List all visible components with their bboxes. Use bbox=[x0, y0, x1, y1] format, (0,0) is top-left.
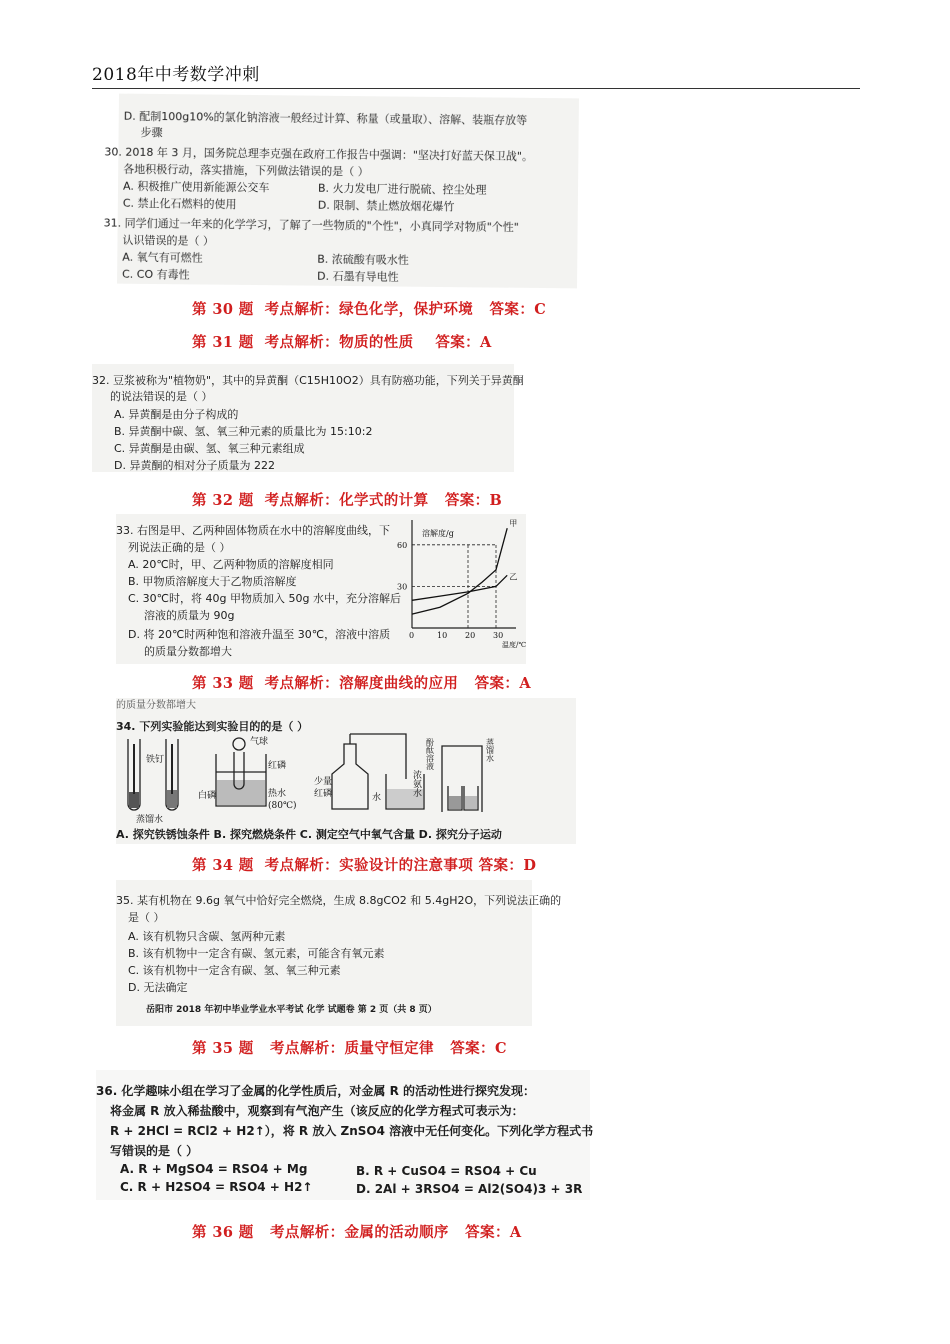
answer-q31: 第 31 题 考点解析：物质的性质 答案：A bbox=[192, 334, 492, 351]
q35-option-a: A. 该有机物只含碳、氢两种元素 bbox=[128, 930, 286, 943]
q31-option-c: C. CO 有毒性 bbox=[122, 267, 190, 282]
q36-stem: 将金属 R 放入稀盐酸中，观察到有气泡产生（该反应的化学方程式可表示为： bbox=[110, 1104, 524, 1118]
q31-option-d: D. 石墨有导电性 bbox=[317, 269, 399, 284]
q33-stem: 列说法正确的是（ ） bbox=[128, 541, 231, 554]
y-axis-label: 溶解度/g bbox=[422, 529, 454, 538]
q33-option-c: C. 30℃时，将 40g 甲物质加入 50g 水中，充分溶解后 bbox=[128, 592, 401, 605]
label-red-phosphorus: 红磷 bbox=[268, 761, 287, 771]
q35-option-b: B. 该有机物中一定含有碳、氢元素，可能含有氧元素 bbox=[128, 947, 385, 960]
q36-option-c: C. R + H2SO4 = RSO4 + H2↑ bbox=[120, 1180, 313, 1194]
q35-option-d: D. 无法确定 bbox=[128, 981, 188, 994]
q30-option-c: C. 禁止化石燃料的使用 bbox=[122, 196, 237, 211]
apparatus-figures bbox=[116, 734, 576, 824]
q35-page-footer: 岳阳市 2018 年初中毕业学业水平考试 化学 试题卷 第 2 页（共 8 页） bbox=[146, 1005, 437, 1015]
q31-option-b: B. 浓硫酸有吸水性 bbox=[317, 252, 409, 267]
q35-stem: 35. 某有机物在 9.6g 氧气中恰好完全燃烧，生成 8.8gCO2 和 5.4gH2O，下列说法正确的 bbox=[116, 894, 562, 907]
q32-stem: 的说法错误的是（ ） bbox=[110, 390, 213, 403]
answer-q36: 第 36 题 考点解析：金属的活动顺序 答案：A bbox=[192, 1224, 522, 1241]
q31-stem: 31. 同学们通过一年来的化学学习，了解了一些物质的"个性"，小真同学对物质"个性" bbox=[103, 216, 519, 234]
q29-line: D. 配制100g10%的氯化钠溶液一般经过计算、称量（或量取）、溶解、装瓶存放等 bbox=[123, 109, 528, 127]
y-tick-label: 30 bbox=[397, 582, 408, 592]
scan-q36 bbox=[96, 1070, 594, 1200]
q35-stem: 是（ ） bbox=[128, 911, 165, 924]
scan-q32 bbox=[92, 364, 524, 472]
q30-option-a: A. 积极推广使用新能源公交车 bbox=[122, 179, 270, 195]
label-distilled-water-d: 蒸馏水 bbox=[485, 738, 495, 762]
q30-stem: 各地积极行动，落实措施，下列做法错误的是（ ） bbox=[123, 162, 369, 179]
label-iron-nail: 铁钉 bbox=[146, 755, 165, 765]
scan-q34 bbox=[116, 698, 576, 844]
label-water: 水 bbox=[372, 793, 382, 803]
answer-q32: 第 32 题 考点解析：化学式的计算 答案：B bbox=[192, 492, 503, 509]
q32-option-d: D. 异黄酮的相对分子质量为 222 bbox=[114, 459, 275, 472]
label-phenolphthalein: 酚酞溶液 bbox=[425, 738, 435, 770]
answer-q35: 第 35 题 考点解析：质量守恒定律 答案：C bbox=[192, 1040, 507, 1057]
q34-options: A. 探究铁锈蚀条件 B. 探究燃烧条件 C. 测定空气中氧气含量 D. 探究分子运动 bbox=[116, 828, 502, 841]
y-tick-label: 60 bbox=[397, 540, 408, 550]
q32-option-b: B. 异黄酮中碳、氢、氧三种元素的质量比为 15:10:2 bbox=[114, 425, 373, 438]
series-line bbox=[412, 528, 507, 614]
label-red-phosphorus-c: 红磷 bbox=[314, 789, 333, 799]
figure-a-test-tubes bbox=[128, 739, 178, 810]
label-conc-ammonia: 浓氨水 bbox=[411, 770, 421, 797]
answer-q33: 第 33 题 考点解析：溶解度曲线的应用 答案：A bbox=[192, 675, 531, 692]
x-tick-label: 30 bbox=[493, 631, 504, 640]
q36-stem: 36. 化学趣味小组在学习了金属的化学性质后，对金属 R 的活动性进行探究发现： bbox=[96, 1084, 536, 1098]
x-tick-label: 0 bbox=[409, 631, 415, 640]
q36-stem: 写错误的是（ ） bbox=[110, 1144, 199, 1158]
x-tick-label: 20 bbox=[465, 631, 476, 640]
q33-option-a: A. 20℃时，甲、乙两种物质的溶解度相同 bbox=[128, 558, 334, 571]
label-temperature: (80℃) bbox=[268, 801, 297, 811]
x-axis-label: 温度/℃ bbox=[502, 641, 527, 649]
q29-line: 步骤 bbox=[140, 125, 163, 140]
q31-option-a: A. 氧气有可燃性 bbox=[122, 250, 203, 265]
q32-stem: 32. 豆浆被称为"植物奶"，其中的异黄酮（C15H10O2）具有防癌功能，下列关于异黄酮 bbox=[92, 374, 524, 387]
series-line bbox=[412, 575, 507, 600]
q33-option-d: 的质量分数都增大 bbox=[144, 645, 232, 658]
series-label: 甲 bbox=[509, 519, 518, 529]
label-distilled-water: 蒸馏水 bbox=[136, 815, 164, 825]
q33-option-d: D. 将 20℃时两种饱和溶液升温至 30℃，溶液中溶质 bbox=[128, 628, 391, 641]
q33-stem: 33. 右图是甲、乙两种固体物质在水中的溶解度曲线，下 bbox=[116, 524, 390, 537]
figure-b-beaker bbox=[216, 738, 266, 806]
q35-option-c: C. 该有机物中一定含有碳、氢、氧三种元素 bbox=[128, 964, 341, 977]
q36-stem: R + 2HCl = RCl2 + H2↑），将 R 放入 ZnSO4 溶液中无任何变化。下列化学方程式书 bbox=[110, 1124, 594, 1138]
label-balloon: 气球 bbox=[250, 737, 269, 747]
x-tick-label: 10 bbox=[437, 631, 448, 640]
figure-d-bell-jar bbox=[442, 746, 482, 812]
label-white-phosphorus: 白磷 bbox=[198, 791, 217, 801]
q33-option-c: 溶液的质量为 90g bbox=[144, 609, 235, 622]
label-hot-water: 热水 bbox=[268, 789, 287, 799]
page-header bbox=[92, 62, 860, 89]
answer-q30: 第 30 题 考点解析：绿色化学，保护环境 答案：C bbox=[192, 301, 547, 318]
q32-option-c: C. 异黄酮是由碳、氢、氧三种元素组成 bbox=[114, 442, 305, 455]
q36-option-b: B. R + CuSO4 = RSO4 + Cu bbox=[356, 1164, 537, 1178]
q36-option-a: A. R + MgSO4 = RSO4 + Mg bbox=[120, 1162, 308, 1176]
scan-q33 bbox=[116, 514, 526, 664]
q31-stem: 认识错误的是（ ） bbox=[122, 233, 215, 248]
q36-option-d: D. 2Al + 3RSO4 = Al2(SO4)3 + 3R bbox=[356, 1182, 583, 1196]
scan-q30-q31 bbox=[103, 94, 579, 289]
q32-option-a: A. 异黄酮是由分子构成的 bbox=[114, 408, 239, 421]
q33-overflow: 的质量分数都增大 bbox=[116, 700, 196, 711]
solubility-chart bbox=[392, 516, 527, 649]
scan-q35 bbox=[116, 880, 562, 1026]
header-title: 2018年中考数学冲刺 bbox=[92, 65, 260, 85]
q34-stem: 34. 下列实验能达到实验目的的是（ ） bbox=[116, 720, 309, 733]
series-label: 乙 bbox=[509, 572, 518, 582]
q30-option-d: D. 限制、禁止燃放烟花爆竹 bbox=[317, 198, 455, 214]
answer-q34: 第 34 题 考点解析：实验设计的注意事项 答案：D bbox=[192, 857, 537, 874]
q33-option-b: B. 甲物质溶解度大于乙物质溶解度 bbox=[128, 575, 297, 588]
q30-option-b: B. 火力发电厂进行脱硫、控尘处理 bbox=[317, 181, 487, 197]
label-small-amount: 少量 bbox=[314, 777, 333, 787]
q30-stem: 30. 2018 年 3 月，国务院总理李克强在政府工作报告中强调："坚决打好蓝天保卫战"。 bbox=[104, 145, 534, 163]
